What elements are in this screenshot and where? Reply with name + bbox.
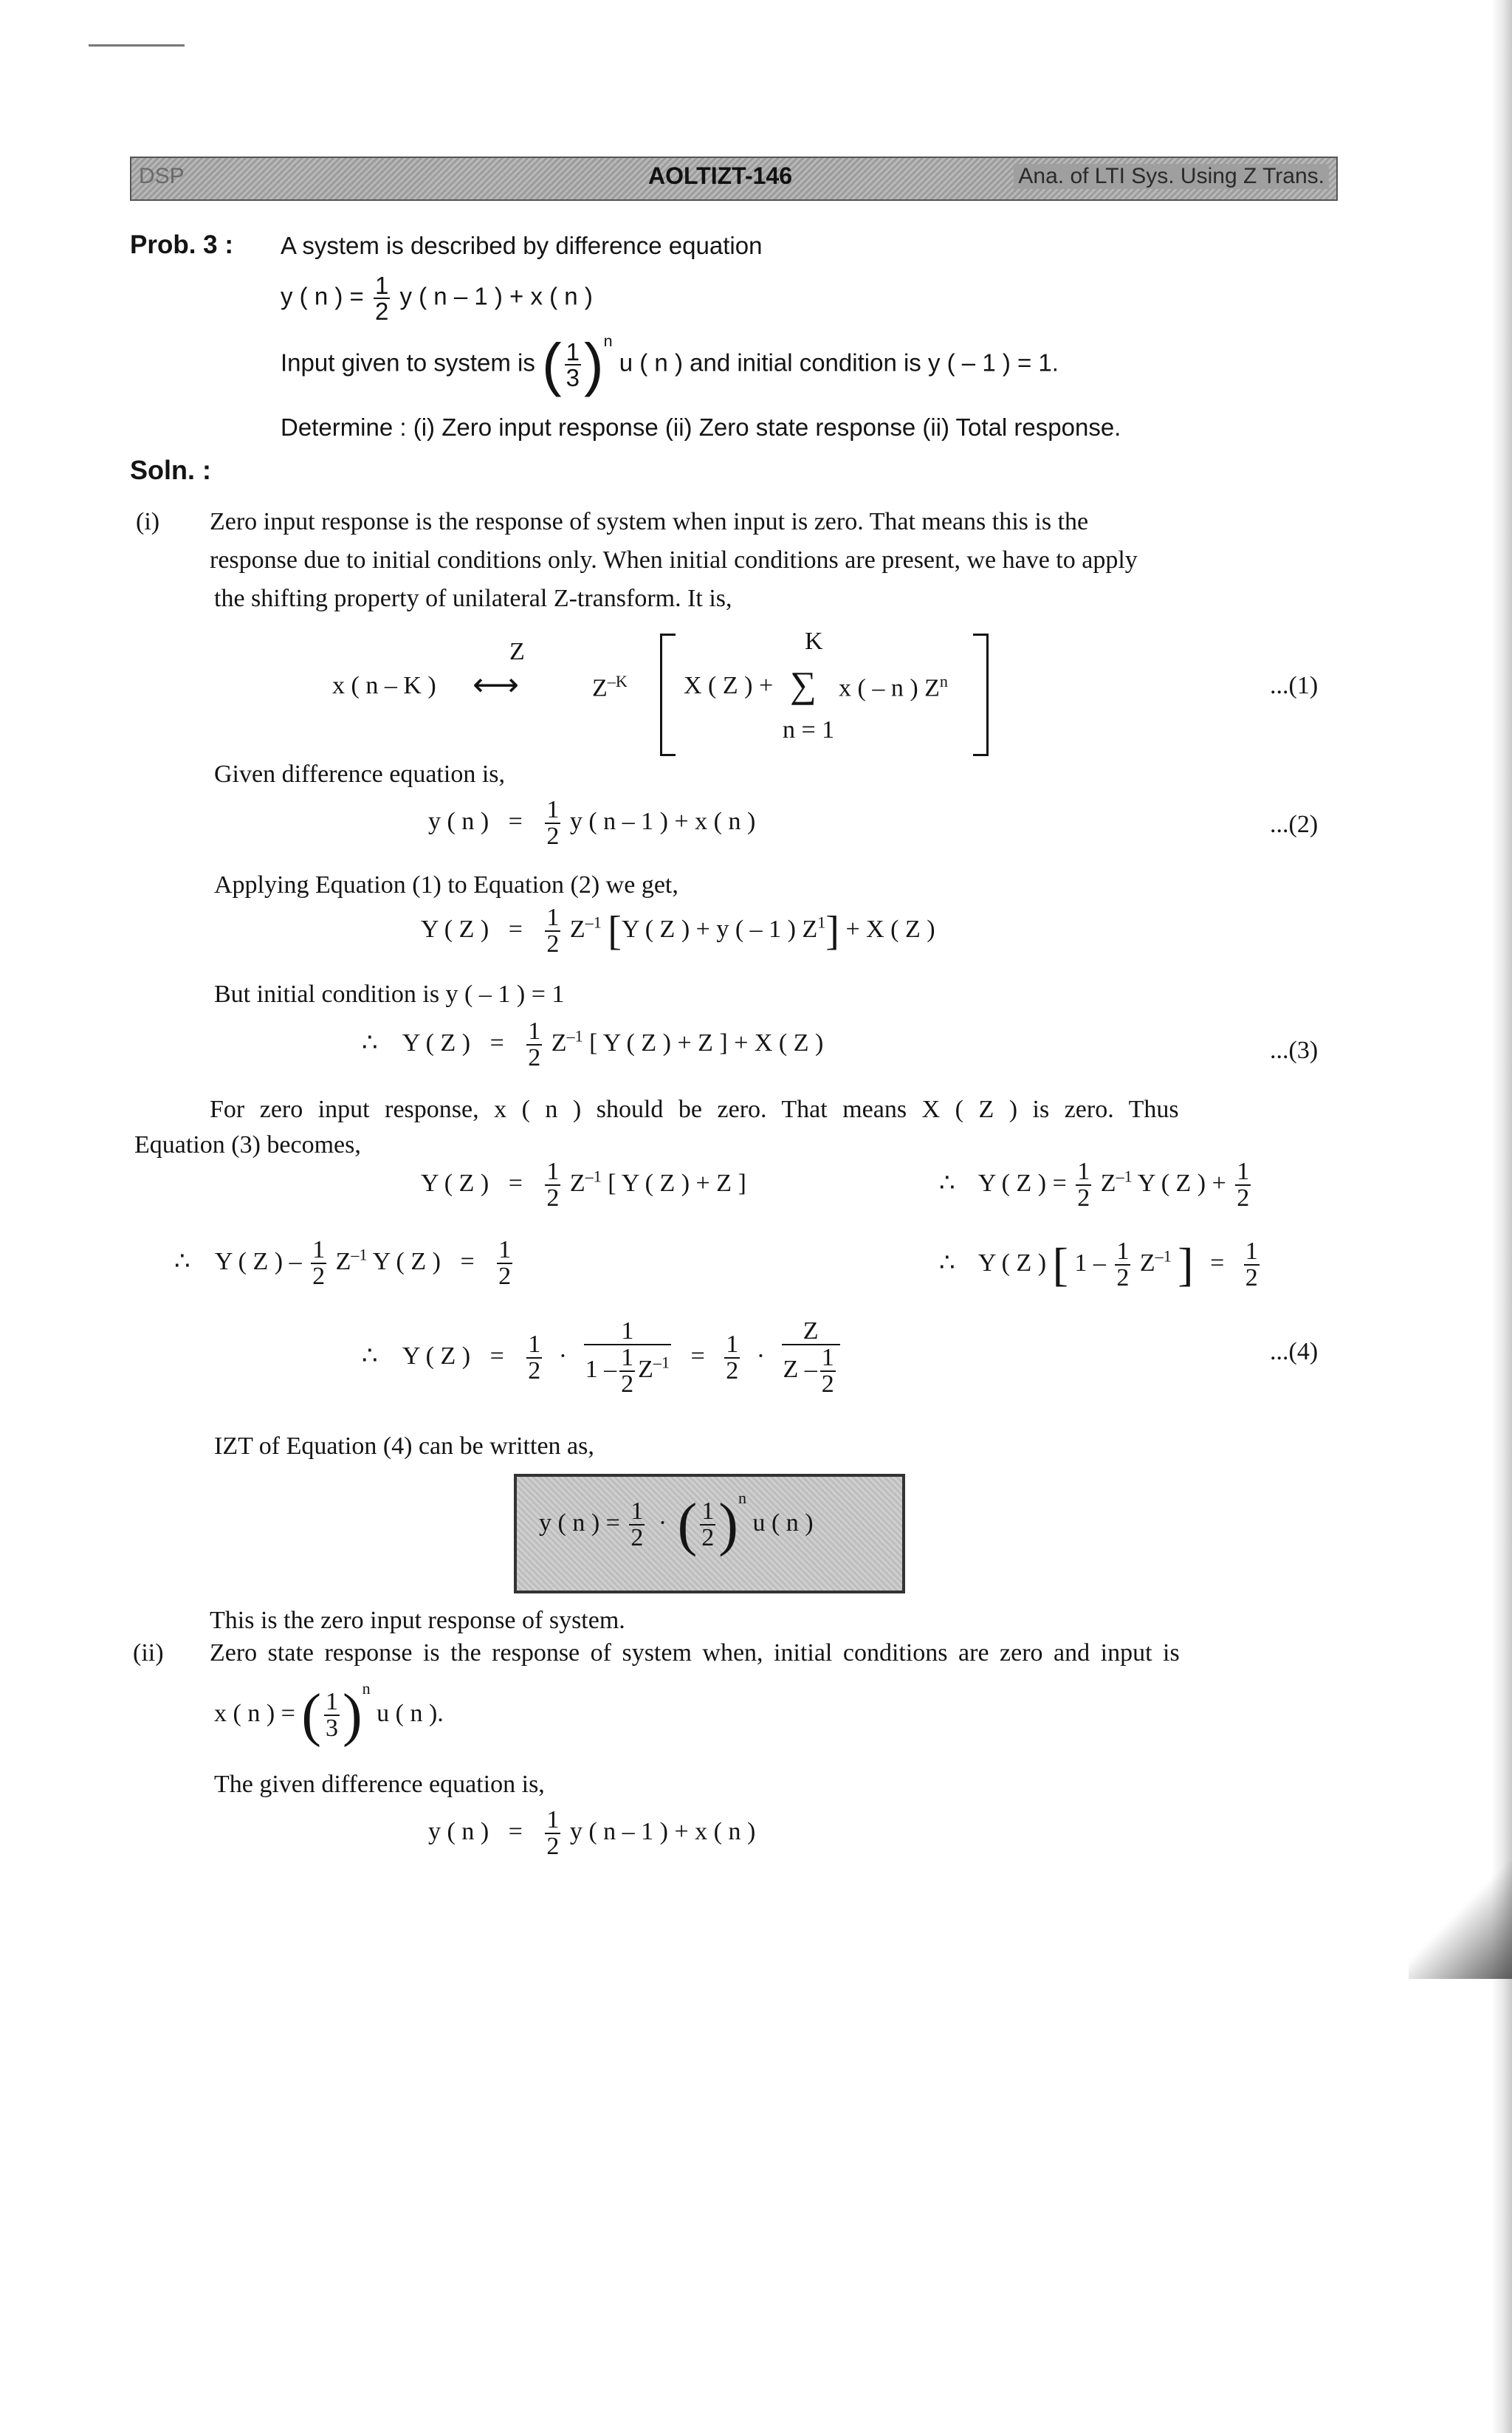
eq4-den-z-exp: –1 (653, 1353, 670, 1372)
eq1-z-exponent: –K (607, 672, 628, 690)
eqc-half (1076, 1159, 1091, 1211)
eq1-k-over-sum: K (805, 628, 823, 655)
eq2-half (545, 797, 560, 849)
power-n: n (603, 332, 613, 350)
eqd-therefore: ∴ (174, 1247, 190, 1275)
eq4-half-den: 2 (528, 1357, 541, 1384)
equation-3 (362, 1019, 823, 1071)
part-ii-line-1: Zero state response is the response of system when, initial conditions are zero and input is (210, 1639, 1180, 1667)
answer-dot: · (658, 1509, 667, 1537)
part-ii-third (324, 1689, 340, 1741)
problem-eq-half (374, 273, 390, 323)
eqb-lhs: Y ( Z ) (421, 1169, 489, 1197)
part-ii-un: u ( n ). (377, 1699, 444, 1727)
eqa-bracket-exp: 1 (817, 913, 826, 932)
eq1-left-bracket (660, 634, 676, 756)
right-paren: ) (584, 332, 604, 397)
header-chapter-title: Ana. of LTI Sys. Using Z Trans. (1014, 164, 1329, 189)
eqa-z: Z (569, 915, 585, 943)
eqe-equals: = (1210, 1249, 1225, 1277)
part-i-marker: (i) (136, 508, 160, 535)
problem-input-prefix: Input given to system is (281, 349, 535, 377)
answer-left-paren: ( (677, 1492, 698, 1557)
eqb-equals: = (508, 1169, 523, 1197)
eq3-half (526, 1019, 542, 1071)
eqd-equals: = (460, 1247, 475, 1275)
eqd-half-num: 1 (312, 1236, 326, 1263)
eqa-lhs: Y ( Z ) (421, 915, 489, 943)
problem-input-suffix: u ( n ) and initial condition is y ( – 1 ) = 1. (619, 349, 1059, 377)
eq4-big-den (584, 1344, 671, 1397)
eq2-tag: ...(2) (1270, 811, 1319, 838)
one-third (565, 340, 581, 390)
part-ii-left-paren: ( (301, 1683, 321, 1748)
eq1-term-base: x ( – n ) Z (839, 674, 940, 702)
eqd-z-exp: –1 (351, 1245, 368, 1264)
eq1-tag: ...(1) (1270, 672, 1319, 699)
eq4-z-den-prefix: Z – (783, 1355, 817, 1383)
page-edge-shadow (1491, 0, 1512, 2433)
header-left-label: DSP (139, 164, 185, 188)
answer-power-n: n (738, 1489, 746, 1508)
eqe-half-2 (1244, 1239, 1260, 1291)
eqa-right-bracket: ] (825, 908, 839, 954)
eq4-equals-2: = (690, 1342, 705, 1370)
eqe-therefore: ∴ (939, 1249, 955, 1277)
eqd-half2-num: 1 (498, 1236, 512, 1263)
eq4-den-z: Z (638, 1355, 653, 1383)
page-corner-shadow (1409, 1861, 1512, 1979)
answer-lhs: y ( n ) = (539, 1509, 620, 1537)
zero-input-result (539, 1489, 814, 1557)
eq3-lhs: Y ( Z ) (402, 1029, 471, 1057)
zero-input-text-2: Equation (3) becomes, (134, 1131, 361, 1159)
eqa-bracket-content: Y ( Z ) + y ( – 1 ) Z (621, 915, 818, 943)
equation-d (174, 1238, 515, 1289)
eqe-half2-den: 2 (1245, 1264, 1258, 1291)
eq4-lhs: Y ( Z ) (402, 1342, 471, 1370)
eq2-half-num: 1 (546, 796, 560, 823)
eq1-z-over-arrow: Z (509, 638, 525, 665)
eqc-z-exp: –1 (1116, 1167, 1133, 1186)
eqd-mid: Y ( Z ) (372, 1247, 441, 1275)
eqc-half-den: 2 (1077, 1184, 1090, 1212)
scan-mark (89, 44, 185, 47)
eq1-sigma: ∑ (790, 664, 817, 705)
eq3-half-num: 1 (528, 1018, 541, 1045)
eqe-z: Z (1139, 1249, 1155, 1277)
eq2-rhs: y ( n – 1 ) + x ( n ) (569, 807, 756, 835)
zero-input-result-box (514, 1474, 905, 1593)
eq3-half-den: 2 (528, 1044, 541, 1071)
running-header (130, 157, 1338, 201)
eqb-half-den: 2 (546, 1184, 560, 1212)
problem-determine: Determine : (i) Zero input response (ii) Zero state response (ii) Total response. (281, 413, 1121, 441)
given-difference-equation-2: The given difference equation is, (214, 1771, 545, 1798)
eq1-lhs: x ( n – K ) (332, 672, 436, 699)
eq2-half-den: 2 (546, 823, 560, 850)
eq4-den-half-den: 2 (621, 1370, 634, 1398)
eq4-den-half-num: 1 (621, 1344, 634, 1371)
eq4-equals: = (489, 1342, 504, 1370)
eqc-half2-num: 1 (1237, 1158, 1250, 1185)
eq4-big-frac (584, 1319, 671, 1397)
answer-inner-num: 1 (701, 1497, 715, 1525)
eqa-left-bracket: [ (608, 908, 622, 954)
eq3-equals: = (489, 1029, 504, 1057)
eq1-index: n = 1 (783, 716, 835, 744)
applying-text: Applying Equation (1) to Equation (2) we get, (214, 871, 678, 899)
zero-input-text-1: For zero input response, x ( n ) should be zero. That means X ( Z ) is zero. Thus (210, 1096, 1179, 1123)
left-paren: ( (542, 332, 562, 397)
eq4-z-den (782, 1344, 840, 1397)
eqd-half-den: 2 (312, 1263, 326, 1290)
eqe-bracket: 1 – (1074, 1249, 1106, 1277)
part-i-line-1: Zero input response is the response of system when input is zero. That means this is the (210, 508, 1089, 535)
equation-last (428, 1808, 755, 1859)
eqlast-half-num: 1 (546, 1806, 560, 1833)
half-numerator: 1 (374, 272, 389, 299)
eq4-zden-half-num: 1 (821, 1344, 834, 1371)
problem-equation (281, 273, 593, 323)
equation-b (421, 1159, 746, 1211)
eq1-inner: X ( Z ) + (684, 672, 774, 699)
eq4-big-num: 1 (621, 1317, 634, 1345)
part-ii-right-paren: ) (342, 1683, 362, 1748)
eqa-half-num: 1 (546, 904, 560, 931)
eq1-term-exponent: n (939, 672, 948, 690)
eq3-z: Z (551, 1029, 567, 1057)
eqc-therefore: ∴ (939, 1169, 955, 1197)
header-page-code: AOLTIZT-146 (648, 162, 792, 189)
eqlast-half (545, 1808, 560, 1859)
equation-e (939, 1238, 1262, 1292)
part-i-line-2: response due to initial conditions only. When initial conditions are present, we have to apply (210, 546, 1138, 574)
eqd-half (311, 1238, 326, 1289)
equation-applied (421, 905, 935, 957)
third-numerator: 1 (566, 338, 580, 366)
eq3-therefore: ∴ (362, 1029, 378, 1057)
solution-label: Soln. : (130, 455, 211, 485)
equation-4 (362, 1319, 843, 1397)
eqd-half-2 (497, 1238, 512, 1289)
eq3-tag: ...(3) (1270, 1037, 1319, 1064)
answer-inner-den: 2 (701, 1524, 715, 1551)
initial-condition-text: But initial condition is y ( – 1 ) = 1 (214, 981, 565, 1008)
eq1-z-base: Z (592, 674, 608, 702)
problem-eq-lhs: y ( n ) = (281, 282, 364, 310)
eqlast-half-den: 2 (546, 1833, 560, 1860)
eqlast-equals: = (508, 1817, 523, 1845)
eqe-lhs: Y ( Z ) (977, 1249, 1047, 1277)
eqc-half-num: 1 (1077, 1158, 1090, 1185)
answer-u: u ( n ) (752, 1509, 814, 1537)
eqb-rhs: [ Y ( Z ) + Z ] (608, 1169, 746, 1197)
eqa-half (545, 905, 560, 957)
eq4-den-half (619, 1345, 635, 1397)
part-ii-third-num: 1 (325, 1688, 338, 1715)
part-ii-power-n: n (362, 1679, 371, 1698)
answer-half-num: 1 (630, 1497, 644, 1525)
eqe-half-den: 2 (1116, 1264, 1130, 1291)
eq4-den-prefix: 1 – (585, 1355, 617, 1383)
eq4-half2-den: 2 (726, 1357, 739, 1384)
eqc-mid: Y ( Z ) + (1137, 1169, 1226, 1197)
eq4-dot: · (558, 1342, 568, 1370)
answer-half (629, 1499, 645, 1551)
part-ii-input (214, 1679, 444, 1748)
problem-eq-rhs: y ( n – 1 ) + x ( n ) (399, 282, 593, 310)
eqb-z: Z (569, 1169, 585, 1197)
eq2-equals: = (508, 807, 523, 835)
eq4-therefore: ∴ (362, 1342, 378, 1370)
eq1-term (839, 672, 948, 702)
eqd-half2-den: 2 (498, 1263, 512, 1290)
eq4-half-num: 1 (528, 1331, 541, 1358)
eq4-dot-2: · (756, 1342, 766, 1370)
eq3-z-exp: –1 (566, 1026, 583, 1046)
answer-right-paren: ) (718, 1492, 738, 1557)
eq4-z-num: Z (803, 1317, 819, 1345)
eqc-lhs: Y ( Z ) = (977, 1169, 1067, 1197)
eqlast-lhs: y ( n ) (428, 1817, 489, 1845)
part-ii-xn: x ( n ) = (214, 1699, 295, 1727)
answer-inner-half (700, 1499, 715, 1551)
eq2-lhs: y ( n ) (428, 807, 489, 835)
eqd-lhs: Y ( Z ) – (214, 1247, 302, 1275)
eqe-half2-num: 1 (1245, 1238, 1258, 1265)
eq4-half2-num: 1 (726, 1331, 739, 1358)
eq4-zden-half-den: 2 (821, 1370, 834, 1398)
part-ii-marker: (ii) (133, 1639, 164, 1667)
eqb-z-exp: –1 (585, 1167, 602, 1186)
eqa-equals: = (508, 915, 523, 943)
eq4-z-den-half (820, 1345, 836, 1397)
problem-intro: A system is described by difference equation (281, 232, 763, 259)
eq4-half (526, 1332, 542, 1384)
izt-text: IZT of Equation (4) can be written as, (214, 1432, 594, 1460)
eqc-z: Z (1100, 1169, 1116, 1197)
eqb-half-num: 1 (546, 1158, 560, 1185)
eqe-left-bracket: [ (1052, 1238, 1068, 1291)
eqa-half-den: 2 (546, 930, 560, 958)
part-ii-third-den: 3 (325, 1715, 338, 1742)
equation-1 (332, 628, 1366, 761)
eq4-half-2 (724, 1332, 740, 1384)
eqa-z-exp: –1 (585, 913, 602, 932)
part-i-line-3: the shifting property of unilateral Z-transform. It is, (214, 585, 732, 612)
equation-c (939, 1159, 1254, 1211)
problem-label: Prob. 3 : (130, 230, 234, 259)
given-difference-equation: Given difference equation is, (214, 761, 506, 788)
zero-input-conclusion: This is the zero input response of system. (210, 1607, 625, 1634)
eqd-z: Z (335, 1247, 351, 1275)
problem-input (281, 332, 1059, 397)
eqe-right-bracket: ] (1178, 1238, 1194, 1291)
equation-2 (428, 797, 755, 849)
eq1-z (592, 672, 628, 702)
eq1-arrow: ⟷ (472, 667, 520, 703)
eqb-half (545, 1159, 560, 1211)
eqe-half-num: 1 (1116, 1238, 1130, 1265)
eqc-half2-den: 2 (1237, 1184, 1250, 1212)
eq4-z-frac (782, 1319, 840, 1397)
eq3-rhs: [ Y ( Z ) + Z ] + X ( Z ) (589, 1029, 824, 1057)
eq1-right-bracket (973, 634, 989, 756)
eqc-half-2 (1235, 1159, 1251, 1211)
eqa-rhs: + X ( Z ) (845, 915, 935, 943)
eqe-z-exp: –1 (1155, 1246, 1172, 1266)
answer-half-den: 2 (630, 1524, 644, 1551)
eqe-half (1115, 1239, 1130, 1291)
eqlast-rhs: y ( n – 1 ) + x ( n ) (569, 1817, 756, 1845)
eq4-tag: ...(4) (1270, 1338, 1319, 1365)
third-denominator: 3 (566, 364, 580, 391)
half-denominator: 2 (374, 298, 389, 325)
